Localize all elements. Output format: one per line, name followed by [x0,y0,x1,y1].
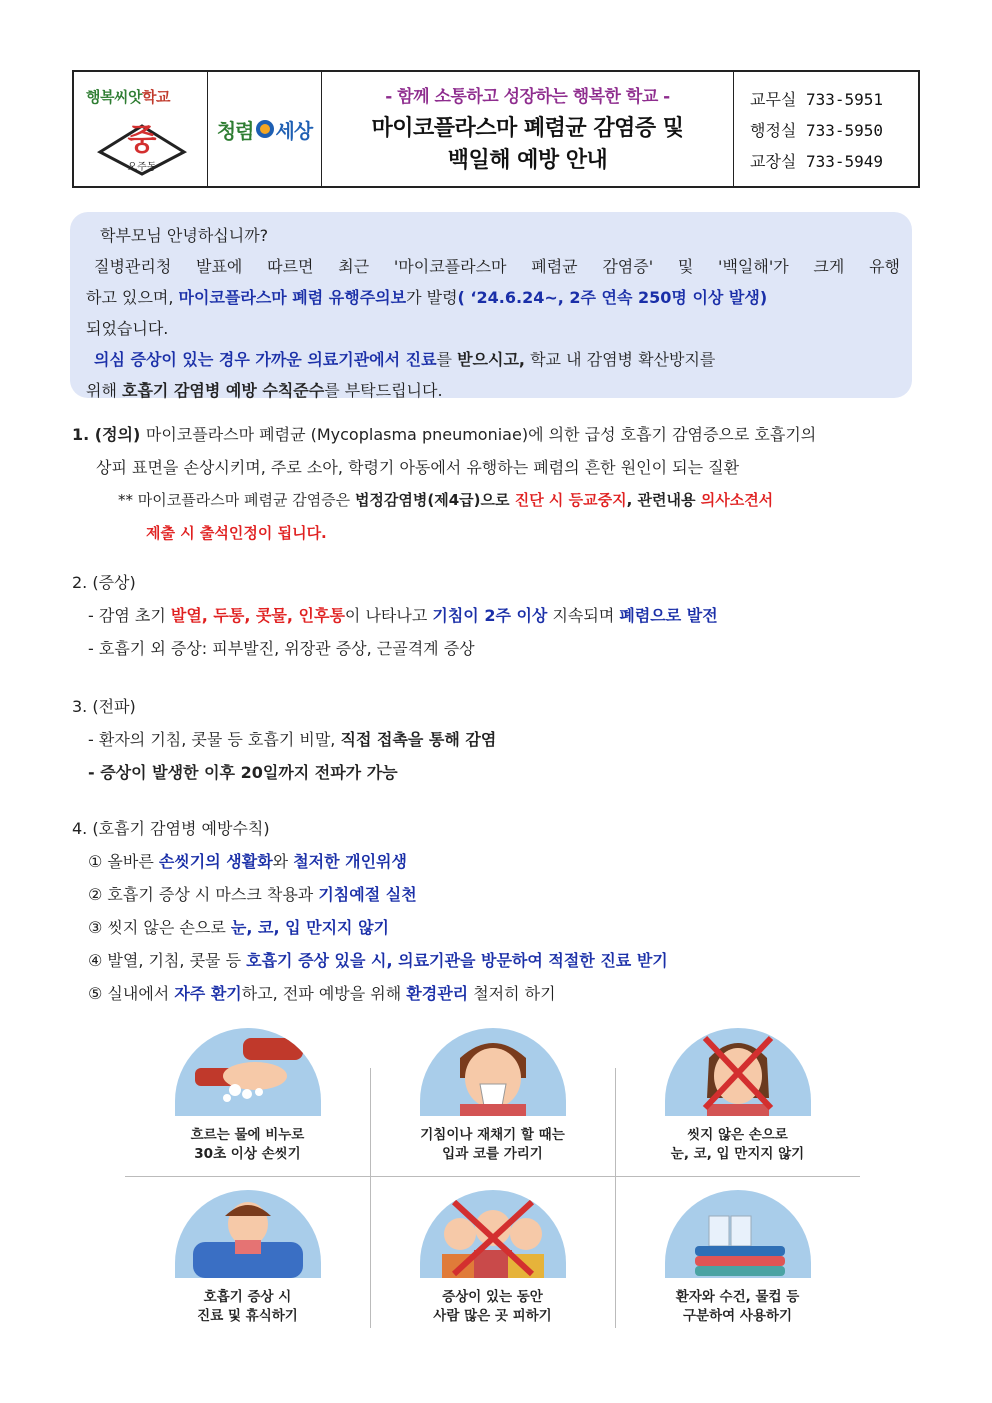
intro-p1-date: ( ‘24.6.24~, 2주 연속 250명 이상 발생) [457,288,768,307]
intro-p2-line2 [86,375,900,406]
s3-l1-a: - 환자의 기침, 콧물 등 호흡기 비말, [88,730,341,749]
s1-note-f: 제출 시 출석인정이 됩니다. [146,524,327,542]
tile-caption [125,1288,370,1326]
tile5-caption-l2: 사람 많은 곳 피하기 [433,1308,552,1324]
avoid-crowd-icon [420,1190,566,1278]
logo2-b: 세상 [275,118,313,143]
phone-academic: 교무실 733-5951 [750,89,884,109]
phone-cell [734,72,918,186]
tile5-caption-l1: 증상이 있는 동안 [442,1289,543,1305]
intro-p1-highlight: 마이코플라스마 폐렴 유행주의보 [178,288,407,307]
s2-l1-f: 폐렴으로 발전 [619,606,718,625]
s3-line2: - 증상이 발생한 이후 20일까지 전파가 가능 [88,763,398,782]
tile-cough-cover [370,1028,615,1176]
s4-item3 [72,911,922,944]
s4-item4 [72,944,922,977]
s1-note [72,484,922,517]
tile-handwash [125,1028,370,1176]
tile-caption [370,1288,615,1326]
s4-i5-a: ⑤ 실내에서 [88,984,175,1003]
s2-l1-b: 발열, 두통, 콧물, 인후통 [170,606,345,625]
s4-item1 [72,845,922,878]
intro-p2-highlight: 의심 증상이 있는 경우 가까운 의료기관에서 진료 [94,350,437,369]
tile-avoid-crowd [370,1190,615,1338]
section-definition [72,418,922,550]
intro-p2-b: 받으시고, [457,350,525,369]
tile2-caption-l1: 기침이나 재채기 할 때는 [420,1127,565,1143]
intro-p2-e: 호흡기 감염병 예방 수칙준수 [122,381,325,400]
s1-note-e: 의사소견서 [700,491,774,509]
integrity-logo-cell [208,72,322,186]
school-emblem-icon [96,112,188,178]
tile6-caption-l2: 구분하여 사용하기 [682,1308,793,1324]
s4-i5-b: 자주 환기 [174,984,242,1003]
school-name-a: 행복씨앗 [86,88,142,106]
s4-heading: 4. (호흡기 감염병 예방수칙) [72,819,270,838]
intro-p2-c: 학교 내 감염병 확산방지를 [525,350,716,369]
handwash-icon [175,1028,321,1116]
s1-line1 [72,418,922,451]
s4-i1-a: ① 올바른 [88,852,159,871]
s3-heading: 3. (전파) [72,697,136,716]
s4-i5-d: 환경관리 [406,984,469,1003]
section-transmission [72,690,922,789]
intro-box [70,212,912,398]
s4-i5-e: 철저히 하기 [468,984,556,1003]
s4-i1-d: 철저한 개인위생 [293,852,407,871]
logo2-a: 청렴 [216,118,254,143]
school-name-b: 학교 [141,88,170,106]
s4-item2 [72,878,922,911]
integrity-logo [217,115,312,144]
tile6-caption-l1: 환자와 수건, 물컵 등 [675,1289,800,1305]
tile4-caption-l2: 진료 및 휴식하기 [197,1308,298,1324]
s1-text1: 마이코플라스마 폐렴균 (Mycoplasma pneumoniae)에 의한 급성 호흡기 감염증으로 호흡기의 [145,425,817,444]
tile1-caption-l1: 흐르는 물에 비누로 [190,1127,305,1143]
school-name [86,86,170,107]
intro-p2-f: 를 부탁드립니다. [324,381,443,400]
header-table [72,70,920,188]
tile-separate-items [615,1190,860,1338]
title-cell [322,72,734,186]
s4-i2-b: 기침예절 실천 [318,885,417,904]
section-symptoms [72,566,922,665]
greeting: 학부모님 안녕하십니까? [100,226,269,245]
intro-p2-d: 위해 [86,381,122,400]
s1-line2: 상피 표면을 손상시키며, 주로 소아, 학령기 아동에서 유행하는 폐렴의 흔한 원인이 되는 질환 [96,458,740,477]
intro-p1-b: 하고 있으며, [86,288,179,307]
tile1-caption-l2: 30초 이상 손씻기 [194,1146,301,1162]
s1-note-c: 진단 시 등교중지 [509,491,627,509]
page-title [371,113,683,177]
s2-line1 [72,599,922,632]
tile-no-face-touch [615,1028,860,1176]
globe-icon [256,120,274,138]
prevention-illustrations [125,1028,860,1348]
tile-caption [125,1126,370,1164]
s4-i4-b: 호흡기 증상 있을 시, 의료기관을 방문하여 적절한 진료 받기 [246,951,668,970]
s1-note-a: ** 마이코플라스마 폐렴균 감염증은 [118,491,355,509]
phone-admin: 행정실 733-5950 [750,120,884,140]
s4-i5-c: 하고, 전파 예방을 위해 [241,984,407,1003]
title-line1: 마이코플라스마 폐렴균 감염증 및 [371,115,684,141]
tile-caption [370,1126,615,1164]
intro-p1-line2 [86,282,900,313]
tile4-caption-l1: 호흡기 증상 시 [203,1289,292,1305]
s4-item5 [72,977,922,1010]
s3-l1-b: 직접 접촉을 통해 감염 [340,730,497,749]
s1-note-b: 법정감염병(제4급)으로 [354,491,510,509]
slogan: - 함께 소통하고 성장하는 행복한 학교 - [385,86,670,107]
intro-p1-c: 가 발령 [406,288,458,307]
s3-line1 [72,723,922,756]
s4-i2-a: ② 호흡기 증상 시 마스크 착용과 [88,885,319,904]
rest-icon [175,1190,321,1278]
phone-principal: 교장실 733-5949 [750,151,884,171]
intro-p1-line1: 질병관리청 발표에 따르면 최근 '마이코플라스마 폐렴균 감염증' 및 '백일해'가 크게 유행 [94,257,900,276]
s4-i1-c: 와 [272,852,294,871]
s4-i1-b: 손씻기의 생활화 [158,852,273,871]
tile3-caption-l2: 눈, 코, 입 만지지 않기 [670,1146,805,1162]
section-prevention [72,812,922,1010]
tile-caption [615,1126,860,1164]
s2-l1-c: 이 나타나고 [344,606,433,625]
s2-l1-e: 지속되며 [547,606,620,625]
intro-p1-line3: 되었습니다. [86,319,169,338]
s2-heading: 2. (증상) [72,573,136,592]
school-logo-cell [74,72,208,186]
s2-line2: - 호흡기 외 증상: 피부발진, 위장관 증상, 근골격계 증상 [88,639,475,658]
separate-towel-cup-icon [665,1190,811,1278]
s1-heading: 1. (정의) [72,425,146,444]
tile-rest [125,1190,370,1338]
no-face-touch-icon [665,1028,811,1116]
emblem-sub: 오주동 [127,162,157,173]
tile-caption [615,1288,860,1326]
tile3-caption-l1: 씻지 않은 손으로 [687,1127,788,1143]
cough-cover-icon [420,1028,566,1116]
s1-note-d: , 관련내용 [626,491,701,509]
s4-i4-a: ④ 발열, 기침, 콧물 등 [88,951,247,970]
s2-l1-a: - 감염 초기 [88,606,171,625]
intro-p2-a: 를 [436,350,458,369]
s2-l1-d: 기침이 2주 이상 [432,606,548,625]
tile2-caption-l2: 입과 코를 가리기 [442,1146,543,1162]
s4-i3-b: 눈, 코, 입 만지지 않기 [230,918,389,937]
emblem-char: 중 [127,123,157,158]
intro-p2-line1 [86,344,900,375]
grid-divider [125,1176,860,1177]
s4-i3-a: ③ 씻지 않은 손으로 [88,918,231,937]
title-line2: 백일해 예방 안내 [447,147,608,173]
